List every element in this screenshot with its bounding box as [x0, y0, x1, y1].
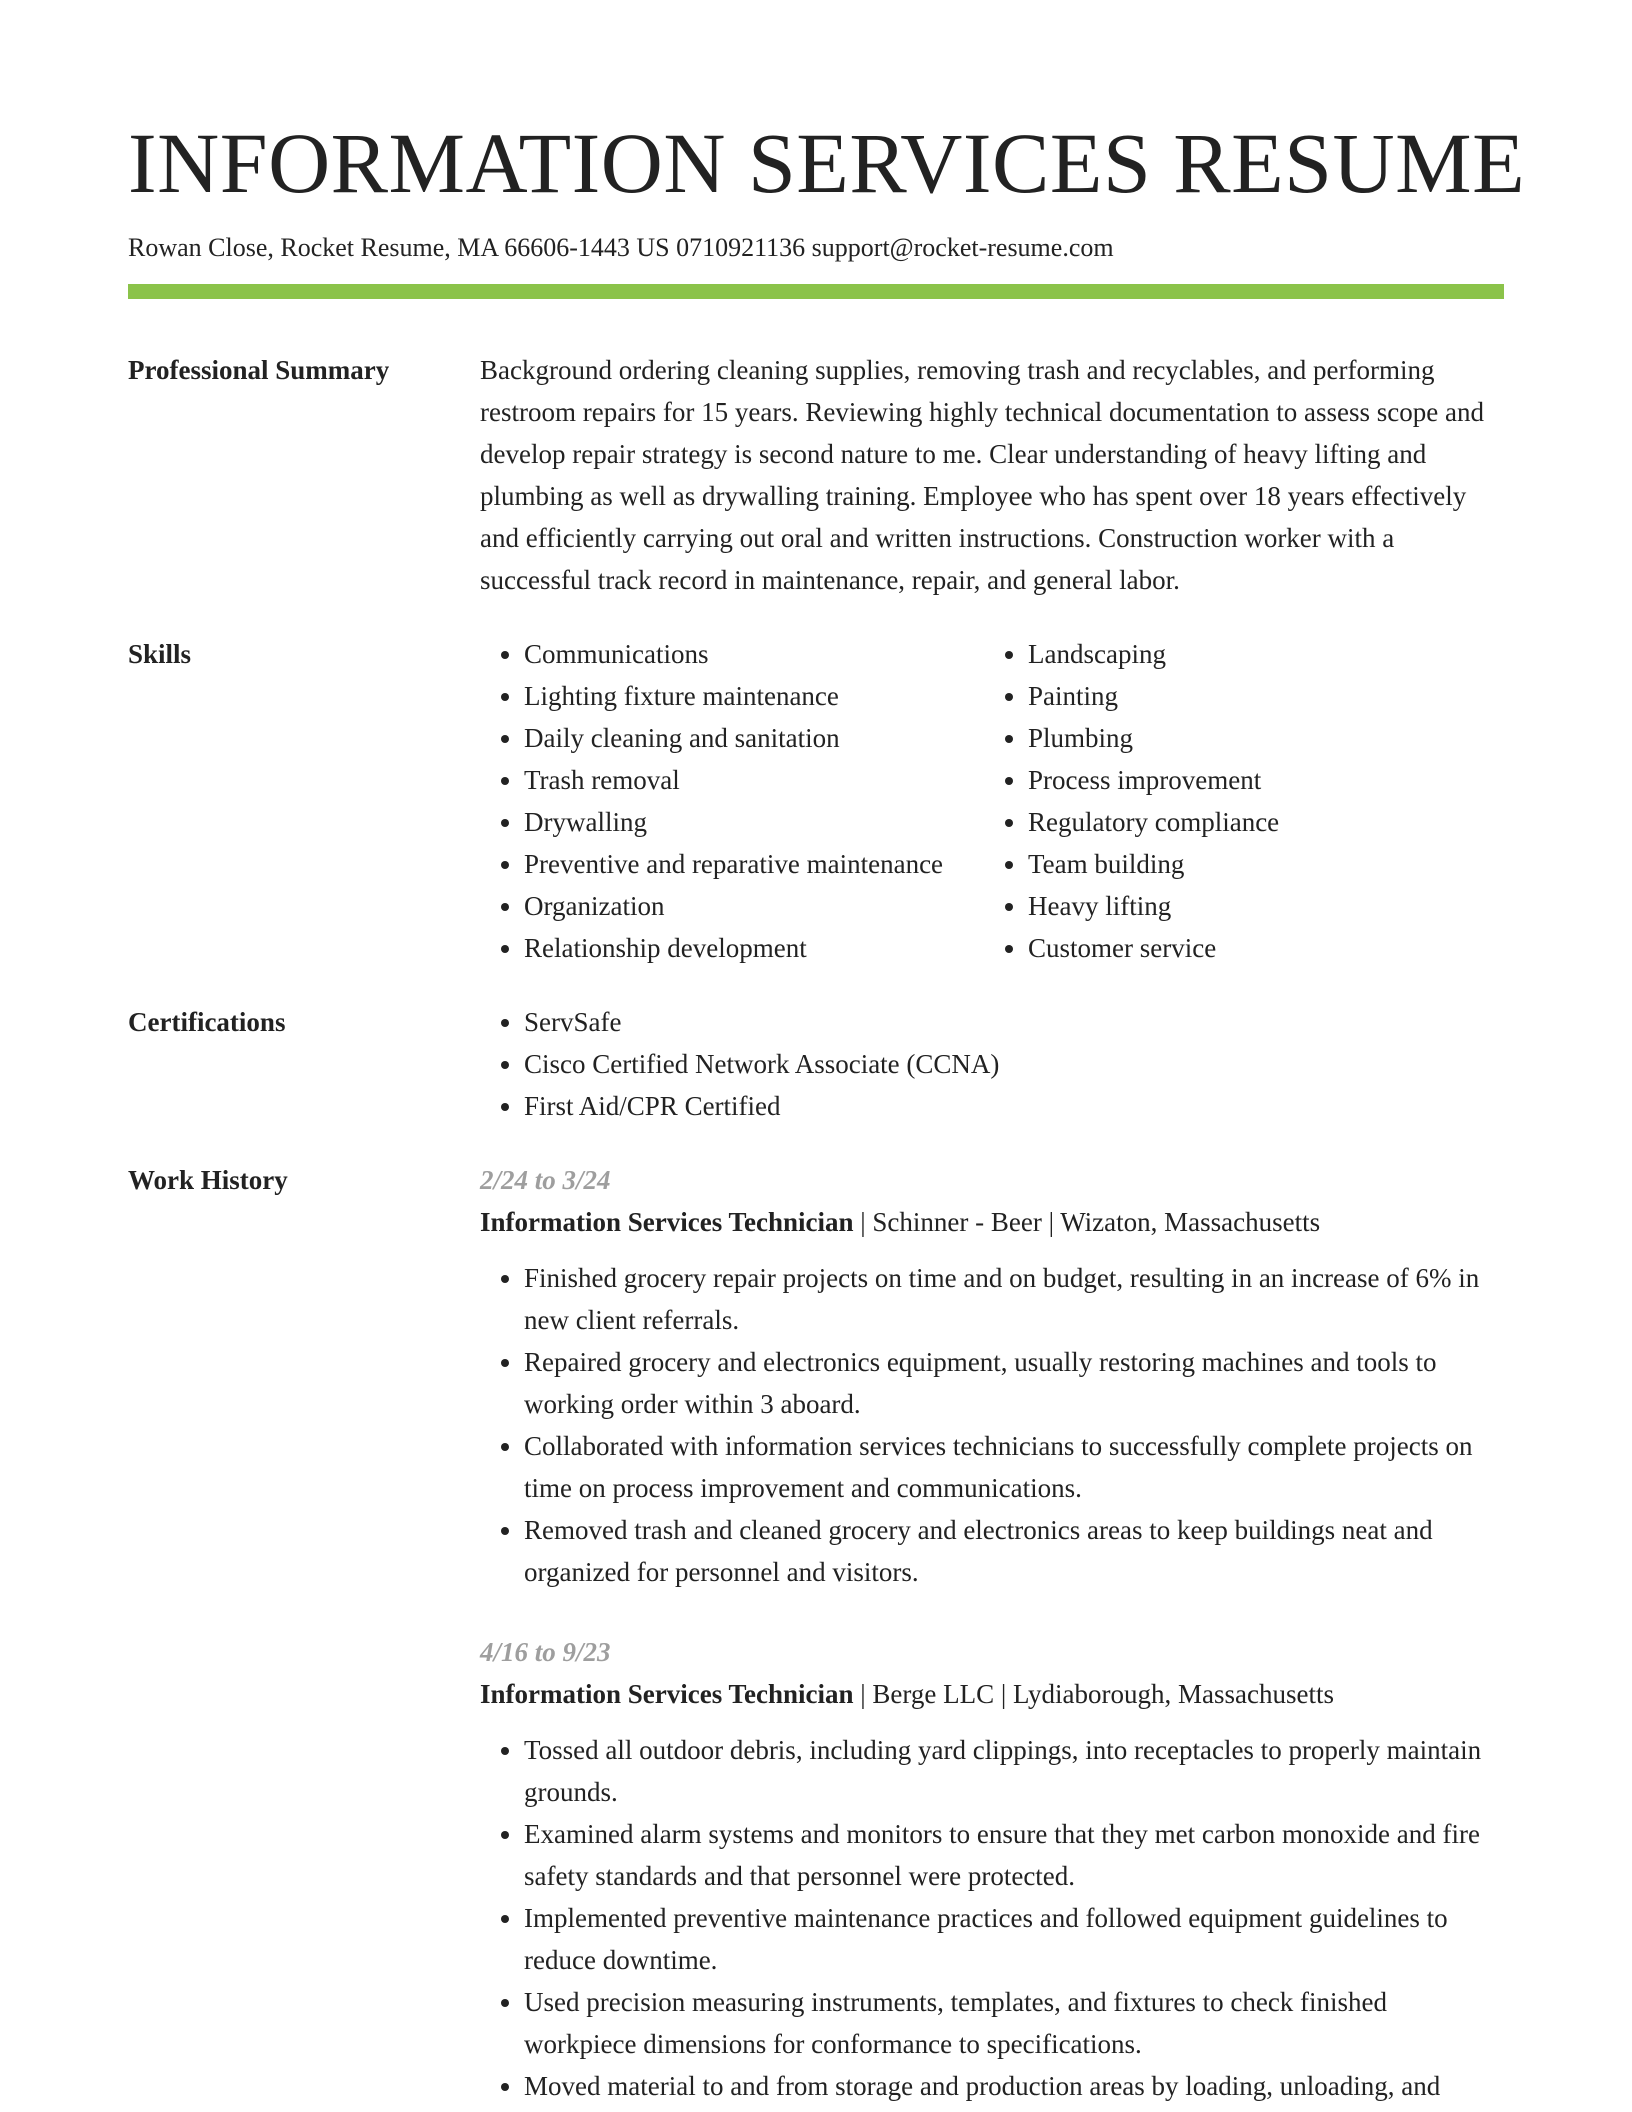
accent-divider: [128, 284, 1504, 299]
job-header: [480, 1201, 1504, 1243]
job-bullets: [480, 1729, 1504, 2107]
resume-title: INFORMATION SERVICES RESUME: [128, 115, 1526, 211]
skill-item: • Team building: [1028, 843, 1504, 885]
job-bullet: • Implemented preventive maintenance practices and followed equipment guidelines to reduce downtime.: [524, 1897, 1504, 1981]
summary-section: [128, 349, 1504, 601]
certifications-body: [480, 1001, 1504, 1127]
skill-item: • Communications: [524, 633, 984, 675]
job-title: Information Services Technician: [480, 1207, 854, 1237]
work-history-section: [128, 1159, 1504, 2107]
job-company-location: | Berge LLC | Lydiaborough, Massachusetts: [853, 1679, 1335, 1709]
skills-columns: [480, 633, 1504, 969]
skill-item: • Daily cleaning and sanitation: [524, 717, 984, 759]
skill-item: • Lighting fixture maintenance: [524, 675, 984, 717]
resume-page: [128, 115, 1526, 2107]
job-entry: [480, 1159, 1504, 1593]
skills-list-left: [480, 633, 984, 969]
skill-item: • Organization: [524, 885, 984, 927]
skill-item: • Heavy lifting: [1028, 885, 1504, 927]
skill-item: • Relationship development: [524, 927, 984, 969]
job-bullet: • Finished grocery repair projects on time and on budget, resulting in an increase of 6% in new client referrals.: [524, 1257, 1504, 1341]
job-bullet: • Moved material to and from storage and production areas by loading, unloading, and: [524, 2065, 1504, 2107]
certification-item: • ServSafe: [524, 1001, 1504, 1043]
job-bullets: [480, 1257, 1504, 1593]
job-bullet: • Examined alarm systems and monitors to ensure that they met carbon monoxide and fire safety standards and that personnel were protected.: [524, 1813, 1504, 1897]
job-header: [480, 1673, 1504, 1715]
job-entry: [480, 1631, 1504, 2107]
skill-item: • Regulatory compliance: [1028, 801, 1504, 843]
skill-item: • Painting: [1028, 675, 1504, 717]
certifications-section: [128, 1001, 1504, 1127]
job-bullet: • Repaired grocery and electronics equipment, usually restoring machines and tools to working order within 3 aboard.: [524, 1341, 1504, 1425]
work-history-heading: Work History: [128, 1165, 288, 1195]
job-bullet: • Removed trash and cleaned grocery and electronics areas to keep buildings neat and organized for personnel and visitors.: [524, 1509, 1504, 1593]
job-dates: 2/24 to 3/24: [480, 1165, 611, 1195]
job-bullet: • Collaborated with information services technicians to successfully complete projects on time on process improvement and communications.: [524, 1425, 1504, 1509]
job-title: Information Services Technician: [480, 1679, 854, 1709]
summary-heading: Professional Summary: [128, 355, 390, 385]
certification-item: • First Aid/CPR Certified: [524, 1085, 1504, 1127]
skill-item: • Trash removal: [524, 759, 984, 801]
skills-heading: Skills: [128, 639, 192, 669]
skill-item: • Process improvement: [1028, 759, 1504, 801]
skill-item: • Preventive and reparative maintenance: [524, 843, 984, 885]
job-company-location: | Schinner - Beer | Wizaton, Massachusetts: [853, 1207, 1321, 1237]
job-bullet: • Tossed all outdoor debris, including yard clippings, into receptacles to properly maintain grounds.: [524, 1729, 1504, 1813]
certifications-list: [480, 1001, 1504, 1127]
contact-line: Rowan Close, Rocket Resume, MA 66606-1443 US 0710921136 support@rocket-resume.com: [128, 233, 1114, 262]
skill-item: • Plumbing: [1028, 717, 1504, 759]
skill-item: • Landscaping: [1028, 633, 1504, 675]
skills-list-right: [984, 633, 1504, 969]
certifications-heading: Certifications: [128, 1007, 286, 1037]
work-history-body: [480, 1159, 1504, 2107]
skill-item: • Drywalling: [524, 801, 984, 843]
skill-item: • Customer service: [1028, 927, 1504, 969]
job-dates: 4/16 to 9/23: [480, 1637, 611, 1667]
summary-text: Background ordering cleaning supplies, removing trash and recyclables, and performing restroom repairs for 15 years. Reviewing highly technical documentation to assess scope and develop repair strategy is second nature to me. Clear understanding of heavy lifting and plumbing as well as drywalling training. Employee who has spent over 18 years effectively and efficiently carrying out oral and written instructions. Construction worker with a successful track record in maintenance, repair, and general labor.: [480, 355, 1484, 595]
skills-section: [128, 633, 1504, 969]
certification-item: • Cisco Certified Network Associate (CCNA): [524, 1043, 1504, 1085]
job-bullet: • Used precision measuring instruments, templates, and fixtures to check finished workpiece dimensions for conformance to specifications.: [524, 1981, 1504, 2065]
